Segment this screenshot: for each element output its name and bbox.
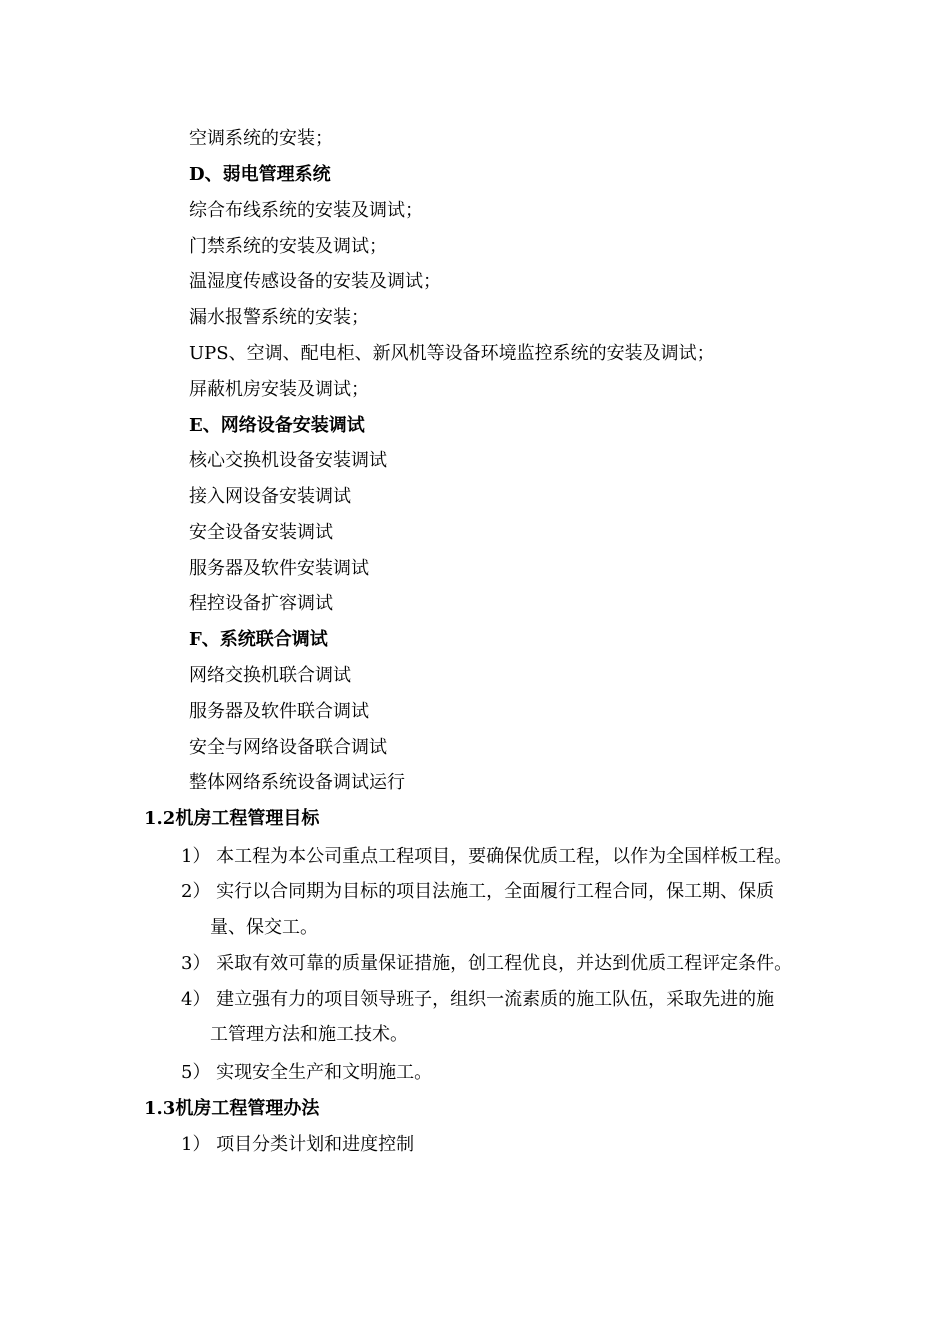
list-item: 网络交换机联合调试 [189,665,351,686]
list-item: 温湿度传感设备的安装及调试； [189,271,441,292]
numbered-item-continuation: 工管理方法和施工技术。 [210,1024,408,1045]
numbered-item-continuation: 量、保交工。 [210,917,318,938]
list-item: 服务器及软件安装调试 [189,558,369,579]
list-item: 屏蔽机房安装及调试； [189,379,369,400]
section-title-1-3: 1.3机房工程管理办法 [144,1098,320,1119]
list-item: 整体网络系统设备调试运行 [189,772,405,793]
list-item: UPS、空调、配电柜、新风机等设备环境监控系统的安装及调试； [189,343,715,364]
numbered-item: 2） 实行以合同期为目标的项目法施工，全面履行工程合同，保工期、保质 [181,881,775,902]
list-item: 门禁系统的安装及调试； [189,236,387,257]
numbered-item: 3） 采取有效可靠的质量保证措施，创工程优良，并达到优质工程评定条件。 [181,953,793,974]
list-item: 安全设备安装调试 [189,522,333,543]
list-item: 安全与网络设备联合调试 [189,737,387,758]
list-item: 漏水报警系统的安装； [189,307,369,328]
section-heading-e: E、网络设备安装调试 [189,415,365,436]
section-heading-f: F、系统联合调试 [189,629,328,650]
section-title-1-2: 1.2机房工程管理目标 [144,808,320,829]
list-item: 综合布线系统的安装及调试； [189,200,423,221]
list-item: 服务器及软件联合调试 [189,701,369,722]
list-item: 接入网设备安装调试 [189,486,351,507]
numbered-item: 4） 建立强有力的项目领导班子，组织一流素质的施工队伍，采取先进的施 [181,989,775,1010]
numbered-item: 1） 项目分类计划和进度控制 [181,1134,415,1155]
numbered-item: 5） 实现安全生产和文明施工。 [181,1062,433,1083]
section-heading-d: D、弱电管理系统 [189,164,331,185]
text-line: 空调系统的安装； [189,128,333,149]
list-item: 程控设备扩容调试 [189,593,333,614]
numbered-item: 1） 本工程为本公司重点工程项目，要确保优质工程，以作为全国样板工程。 [181,846,793,867]
list-item: 核心交换机设备安装调试 [189,450,387,471]
